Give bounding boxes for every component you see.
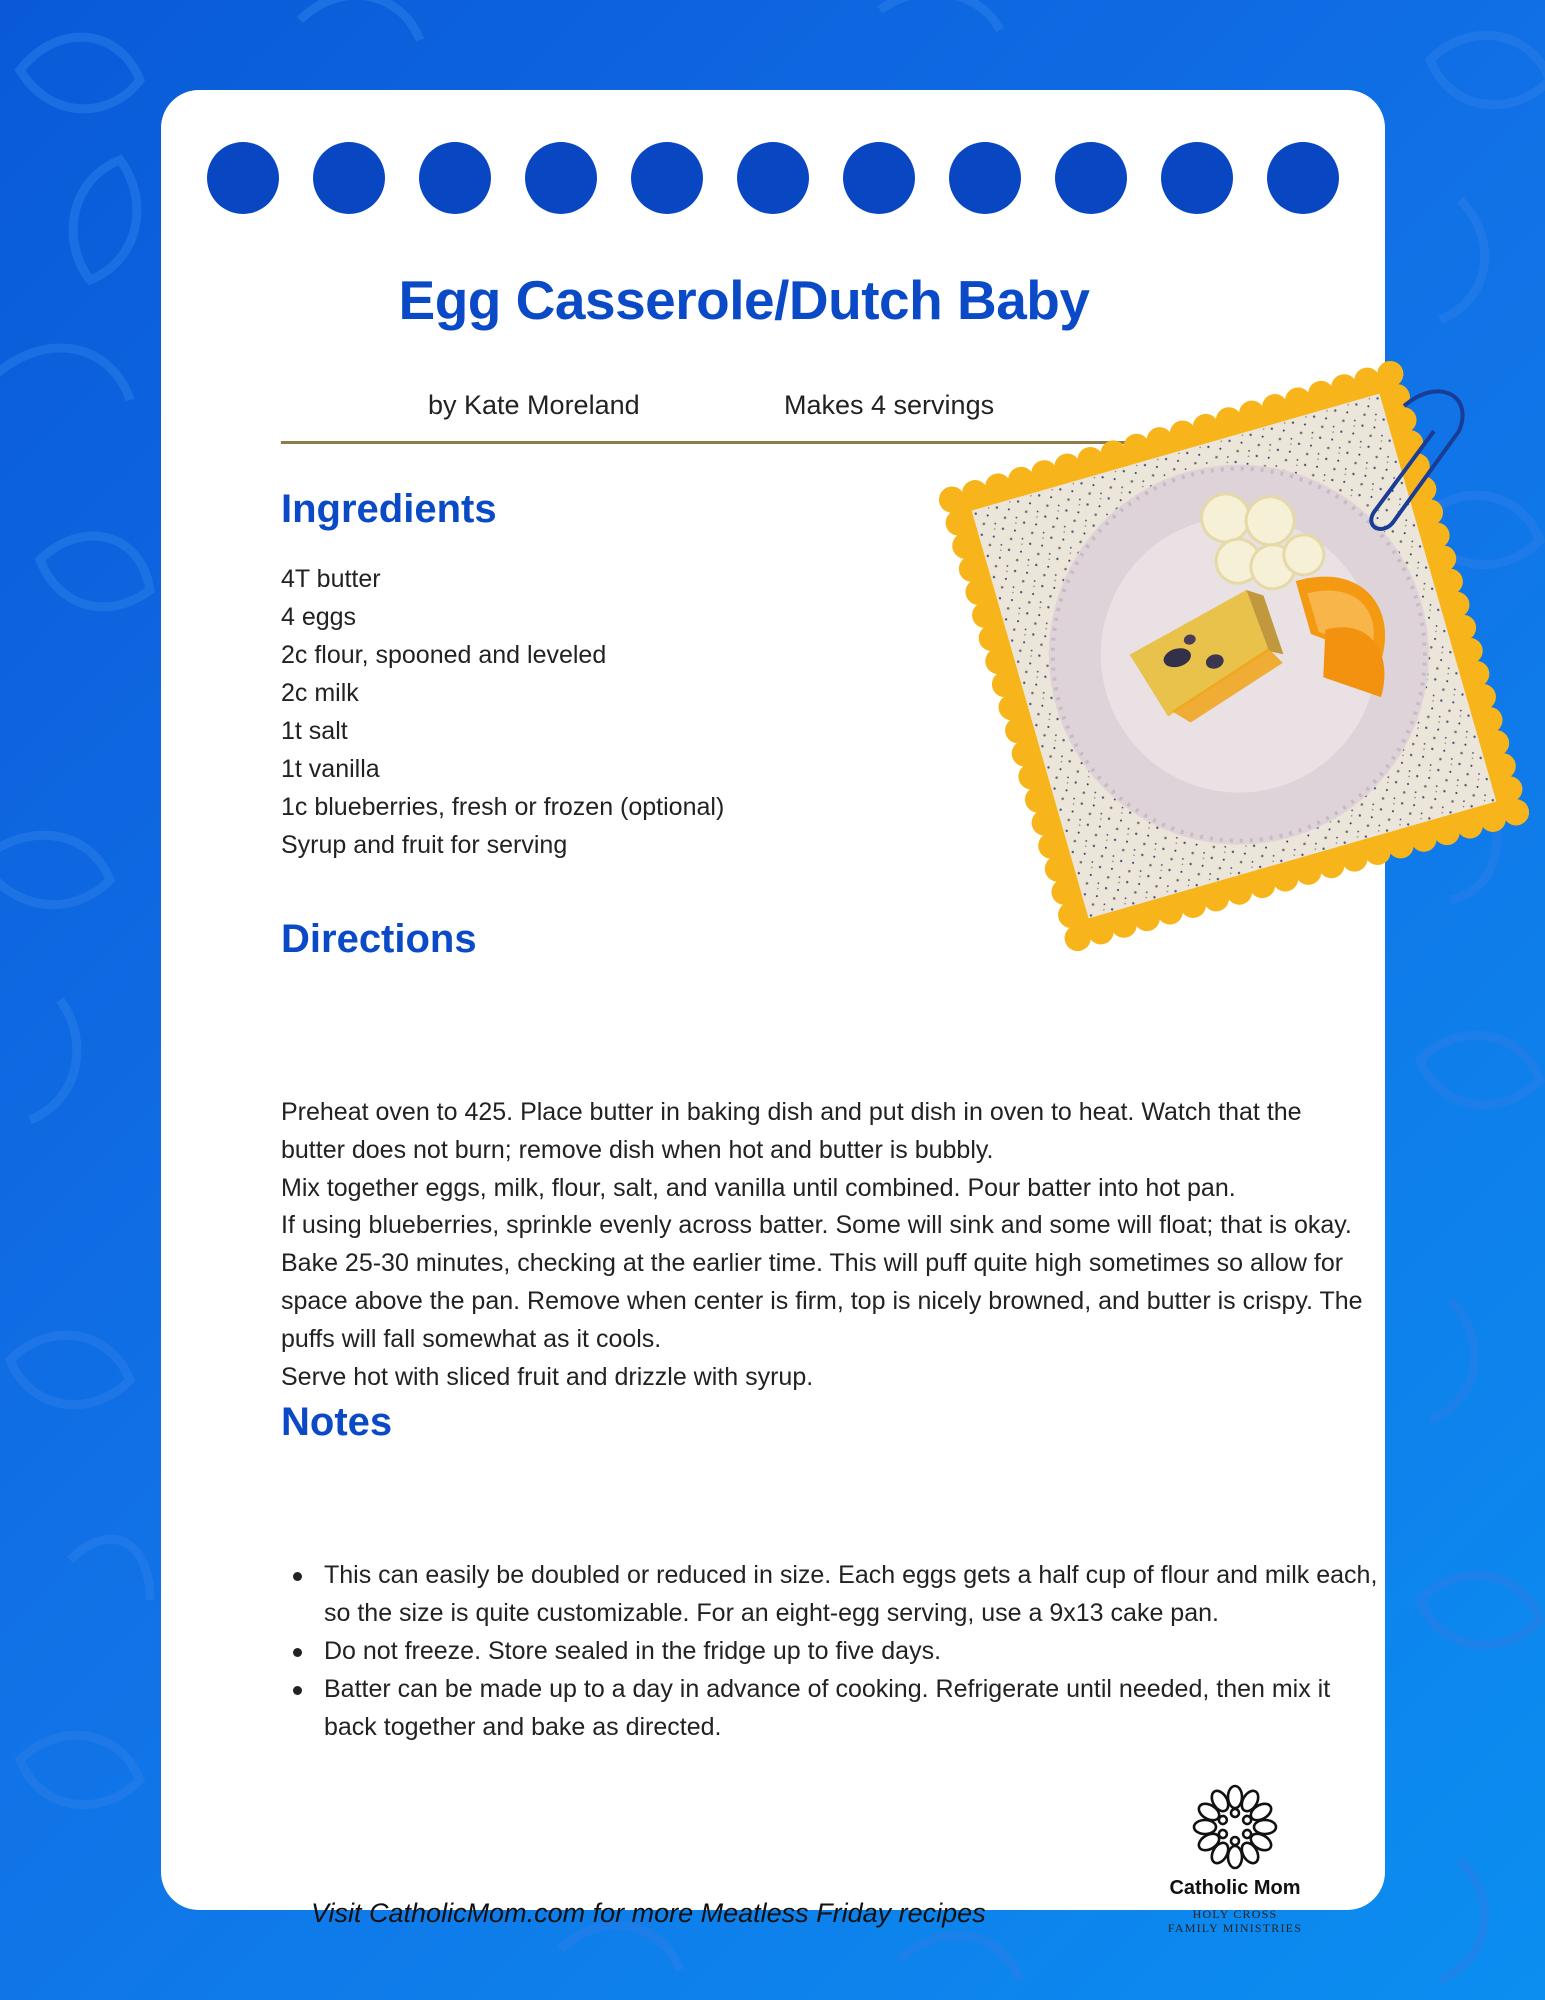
ingredients-list xyxy=(281,560,724,864)
bullet-icon xyxy=(293,1648,302,1657)
recipe-photo xyxy=(934,356,1534,956)
direction-step: Preheat oven to 425. Place butter in baking dish and put dish in oven to heat. Watch that the butter does not burn; remove dish when hot and butter is bubbly. xyxy=(281,1098,1302,1164)
note-item xyxy=(281,1670,1381,1746)
note-item xyxy=(281,1632,1381,1670)
ingredient-item: 1t vanilla xyxy=(281,755,380,783)
binder-dots xyxy=(207,142,1341,216)
ingredient-item: 1t salt xyxy=(281,717,348,745)
direction-step: Mix together eggs, milk, flour, salt, and vanilla until combined. Pour batter into hot pan. xyxy=(281,1173,1236,1202)
notes-heading: Notes xyxy=(281,1400,393,1444)
brand-subtitle-line: FAMILY MINISTRIES xyxy=(1167,1921,1303,1935)
binder-hole xyxy=(525,142,597,214)
recipe-author: by Kate Moreland xyxy=(428,390,640,420)
ingredient-item: 4 eggs xyxy=(281,603,357,631)
ingredient-item: 2c flour, spooned and leveled xyxy=(281,641,607,669)
ingredient-item: Syrup and fruit for serving xyxy=(281,831,568,859)
note-text: This can easily be doubled or reduced in size. Each eggs gets a half cup of flour and milk each, so the size is quite customizable. For an eight-egg serving, use a 9x13 cake pan. xyxy=(324,1561,1378,1627)
brand-subtitle-line: HOLY CROSS xyxy=(1192,1907,1278,1921)
bullet-icon xyxy=(293,1686,302,1695)
note-item xyxy=(281,1556,1381,1632)
ingredient-item: 1c blueberries, fresh or frozen (optional) xyxy=(281,793,725,821)
bullet-icon xyxy=(293,1572,302,1581)
recipe-title: Egg Casserole/Dutch Baby xyxy=(398,269,1090,331)
note-text: Do not freeze. Store sealed in the fridge up to five days. xyxy=(324,1637,942,1665)
binder-hole xyxy=(949,142,1021,214)
ingredient-item: 2c milk xyxy=(281,679,359,707)
brand-subtitle xyxy=(1155,1907,1315,1935)
recipe-servings: Makes 4 servings xyxy=(784,390,995,420)
brand-name: Catholic Mom xyxy=(1169,1877,1301,1899)
binder-hole xyxy=(737,142,809,214)
binder-hole xyxy=(207,142,279,214)
binder-hole xyxy=(313,142,385,214)
direction-step: Serve hot with sliced fruit and drizzle with syrup. xyxy=(281,1362,814,1391)
direction-step: If using blueberries, sprinkle evenly across batter. Some will sink and some will float; that is okay. xyxy=(281,1211,1352,1240)
directions-text xyxy=(281,1094,1371,1396)
ingredient-item: 4T butter xyxy=(281,565,381,593)
binder-hole xyxy=(843,142,915,214)
binder-hole xyxy=(1267,142,1339,214)
ingredients-heading: Ingredients xyxy=(281,487,497,531)
binder-hole xyxy=(1055,142,1127,214)
directions-heading: Directions xyxy=(281,917,477,961)
catholicmom-link[interactable]: Visit CatholicMom.com for more Meatless Friday recipes xyxy=(311,1898,986,1928)
binder-hole xyxy=(631,142,703,214)
direction-step: Bake 25-30 minutes, checking at the earlier time. This will puff quite high sometimes so allow for space above the pan. Remove when center is firm, top is nicely browned, and butter is crispy. The puffs will fall somewhat as it cools. xyxy=(281,1249,1363,1353)
note-text: Batter can be made up to a day in advance of cooking. Refrigerate until needed, then mix it back together and bake as directed. xyxy=(324,1675,1331,1741)
catholic-mom-logo-icon xyxy=(1155,1782,1315,1872)
binder-hole xyxy=(1161,142,1233,214)
notes-list xyxy=(281,1556,1381,1746)
binder-hole xyxy=(419,142,491,214)
